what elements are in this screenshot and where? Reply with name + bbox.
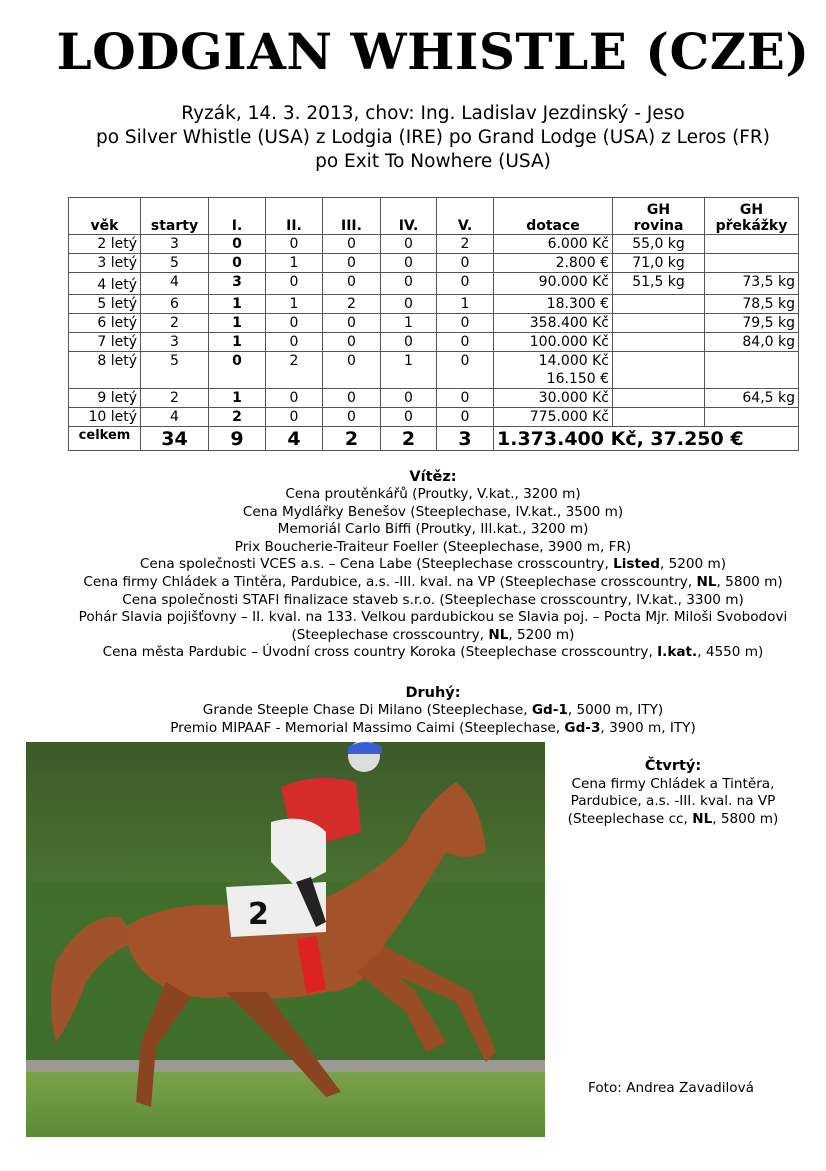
table-cell: 79,5 kg — [705, 314, 799, 333]
table-cell: 2.800 € — [494, 254, 613, 273]
table-cell: 78,5 kg — [705, 295, 799, 314]
race-text: Cena společnosti VCES a.s. – Cena Labe (Steeplechase crosscountry, — [139, 556, 614, 573]
race-text: , 5800 m) — [716, 573, 783, 590]
table-cell — [705, 408, 799, 427]
table-row — [69, 352, 799, 389]
table-cell: 71,0 kg — [613, 254, 705, 273]
total-cell: 2 — [323, 427, 381, 451]
table-cell: 1 — [209, 333, 266, 352]
race-text: Cena města Pardubic – Úvodní cross country Koroka (Steeplechase crosscountry, — [102, 644, 658, 661]
column-header: dotace — [494, 198, 613, 235]
table-header-row — [69, 198, 799, 235]
table-cell: 30.000 Kč — [494, 389, 613, 408]
table-cell: 1 — [209, 389, 266, 408]
table-cell: 358.400 Kč — [494, 314, 613, 333]
table-cell: 6.000 Kč — [494, 235, 613, 254]
column-header: III. — [323, 198, 381, 235]
table-cell: 0 — [323, 273, 381, 295]
career-stats-table — [68, 197, 799, 451]
table-cell: 0 — [266, 389, 323, 408]
table-cell — [613, 333, 705, 352]
race-line — [40, 592, 826, 610]
table-cell: 73,5 kg — [705, 273, 799, 295]
table-cell: 6 letý — [69, 314, 141, 333]
table-cell: 0 — [323, 408, 381, 427]
table-cell: 1 — [266, 295, 323, 314]
table-cell: 0 — [381, 254, 437, 273]
race-line — [40, 521, 826, 539]
race-line — [40, 539, 826, 557]
table-row — [69, 408, 799, 427]
table-row — [69, 273, 799, 295]
race-text: Pohár Slavia pojišťovny – II. kval. na 133. Velkou pardubickou se Slavia poj. – Pocta Mjr. Miloši Svobodovi — [78, 609, 788, 626]
pedigree-line: po Silver Whistle (USA) z Lodgia (IRE) po Grand Lodge (USA) z Leros (FR) — [95, 127, 771, 148]
pedigree — [40, 102, 826, 174]
table-cell: 3 — [141, 235, 209, 254]
column-header: věk — [69, 198, 141, 235]
race-text: Cena Mydlářky Benešov (Steeplechase, IV.kat., 3500 m) — [242, 503, 624, 520]
table-cell: 51,5 kg — [613, 273, 705, 295]
race-grade: NL — [488, 626, 509, 643]
column-header: starty — [141, 198, 209, 235]
table-cell: 14.000 Kč 16.150 € — [494, 352, 613, 389]
table-cell: 0 — [381, 295, 437, 314]
race-text: Premio MIPAAF - Memorial Massimo Caimi (Steeplechase, — [170, 719, 565, 736]
race-text: , 5200 m) — [659, 556, 727, 573]
table-cell — [705, 352, 799, 389]
table-cell: 0 — [323, 333, 381, 352]
table-cell: 0 — [323, 314, 381, 333]
race-text: (Steeplechase cc, — [567, 810, 693, 827]
table-cell: 1 — [381, 314, 437, 333]
race-text: , 5000 m, ITY) — [567, 702, 664, 718]
race-grade: Listed — [613, 556, 660, 573]
table-cell: 0 — [437, 408, 494, 427]
table-cell — [613, 295, 705, 314]
table-cell: 0 — [437, 273, 494, 295]
race-text: Cena firmy Chládek a Tintěra, Pardubice, a.s. -III. kval. na VP (Steeplechase crosscountry, — [83, 573, 697, 590]
total-cell: 4 — [266, 427, 323, 451]
table-cell: 0 — [266, 408, 323, 427]
race-text: Memoriál Carlo Biffi (Proutky, III.kat., 3200 m) — [277, 521, 589, 538]
race-line — [40, 702, 826, 720]
table-cell: 1 — [266, 254, 323, 273]
table-cell — [705, 235, 799, 254]
column-header: V. — [437, 198, 494, 235]
table-cell: 90.000 Kč — [494, 273, 613, 295]
table-cell: 7 letý — [69, 333, 141, 352]
race-text: (Steeplechase crosscountry, — [291, 626, 489, 643]
horse-photo — [26, 742, 545, 1137]
table-cell: 0 — [381, 273, 437, 295]
total-cell: 2 — [381, 427, 437, 451]
pedigree-line: Ryzák, 14. 3. 2013, chov: Ing. Ladislav Jezdinský - Jeso — [181, 103, 685, 124]
race-text: Prix Boucherie-Traiteur Foeller (Steeplechase, 3900 m, FR) — [234, 538, 632, 555]
table-row — [69, 235, 799, 254]
table-cell: 0 — [209, 254, 266, 273]
total-cell: 34 — [141, 427, 209, 451]
race-line — [40, 644, 826, 662]
total-row — [69, 427, 799, 451]
table-cell: 84,0 kg — [705, 333, 799, 352]
table-cell: 0 — [437, 254, 494, 273]
table-cell: 0 — [381, 235, 437, 254]
race-grade: I.kat. — [657, 644, 698, 661]
fourth-place-section — [548, 758, 798, 828]
table-cell: 0 — [323, 352, 381, 389]
race-text: Cena proutěnkářů (Proutky, V.kat., 3200 m) — [285, 486, 581, 502]
table-cell: 0 — [266, 273, 323, 295]
fourth-heading: Čtvrtý: — [644, 758, 702, 774]
table-cell — [613, 408, 705, 427]
table-cell: 8 letý — [69, 352, 141, 389]
table-cell: 0 — [209, 235, 266, 254]
table-cell — [705, 254, 799, 273]
race-line — [40, 627, 826, 645]
table-cell: 3 — [141, 333, 209, 352]
race-text: , 3900 m, ITY) — [600, 719, 696, 736]
table-cell: 0 — [323, 254, 381, 273]
table-row — [69, 333, 799, 352]
column-header: IV. — [381, 198, 437, 235]
table-cell: 0 — [266, 333, 323, 352]
table-cell — [613, 314, 705, 333]
total-cell: 1.373.400 Kč, 37.250 € — [494, 427, 799, 451]
table-cell: 2 — [141, 389, 209, 408]
table-cell — [613, 352, 705, 389]
table-cell: 1 — [209, 295, 266, 314]
table-cell: 0 — [437, 352, 494, 389]
total-cell: 9 — [209, 427, 266, 451]
total-cell: 3 — [437, 427, 494, 451]
table-cell: 0 — [381, 408, 437, 427]
second-place-section — [40, 684, 826, 737]
race-line — [40, 609, 826, 627]
race-line — [548, 776, 798, 794]
table-cell: 0 — [381, 389, 437, 408]
table-cell: 5 letý — [69, 295, 141, 314]
table-cell: 6 — [141, 295, 209, 314]
table-cell: 10 letý — [69, 408, 141, 427]
table-cell: 9 letý — [69, 389, 141, 408]
second-heading: Druhý: — [405, 685, 461, 701]
race-text: Grande Steeple Chase Di Milano (Steeplechase, — [202, 702, 532, 718]
table-cell: 55,0 kg — [613, 235, 705, 254]
table-cell: 1 — [437, 295, 494, 314]
table-cell: 1 — [381, 352, 437, 389]
race-line — [548, 811, 798, 829]
table-cell: 2 — [437, 235, 494, 254]
table-cell: 2 — [141, 314, 209, 333]
table-cell: 4 — [141, 273, 209, 295]
table-cell: 0 — [209, 352, 266, 389]
table-cell: 4 letý — [69, 273, 141, 295]
table-cell: 0 — [266, 314, 323, 333]
table-cell: 0 — [381, 333, 437, 352]
table-cell: 2 — [266, 352, 323, 389]
table-row — [69, 295, 799, 314]
pedigree-line: po Exit To Nowhere (USA) — [315, 151, 551, 172]
column-header: GH překážky — [705, 198, 799, 235]
race-text: Cena firmy Chládek a Tintěra, — [571, 775, 775, 792]
photo-credit: Foto: Andrea Zavadilová — [588, 1080, 754, 1096]
table-row — [69, 254, 799, 273]
column-header: I. — [209, 198, 266, 235]
table-cell: 64,5 kg — [705, 389, 799, 408]
table-cell: 0 — [323, 389, 381, 408]
horse-name-title: LODGIAN WHISTLE (CZE) — [56, 22, 810, 81]
column-header: GH rovina — [613, 198, 705, 235]
race-line — [40, 720, 826, 738]
table-cell: 1 — [209, 314, 266, 333]
table-cell: 4 — [141, 408, 209, 427]
table-cell: 0 — [437, 333, 494, 352]
table-cell: 18.300 € — [494, 295, 613, 314]
table-cell: 2 — [323, 295, 381, 314]
column-header: II. — [266, 198, 323, 235]
race-text: , 5200 m) — [508, 626, 575, 643]
table-cell: 775.000 Kč — [494, 408, 613, 427]
race-line — [40, 504, 826, 522]
race-text: Pardubice, a.s. -III. kval. na VP — [570, 793, 776, 810]
race-text: , 4550 m) — [697, 644, 764, 661]
table-row — [69, 389, 799, 408]
race-grade: NL — [696, 573, 717, 590]
table-row — [69, 314, 799, 333]
winner-heading: Vítěz: — [409, 469, 457, 485]
race-text: , 5800 m) — [712, 810, 779, 827]
race-grade: Gd-1 — [531, 702, 568, 718]
table-cell: 0 — [437, 389, 494, 408]
table-cell: 3 — [209, 273, 266, 295]
table-cell: 0 — [323, 235, 381, 254]
saddle-number: 2 — [248, 897, 269, 932]
table-cell: 5 — [141, 254, 209, 273]
table-cell: 2 letý — [69, 235, 141, 254]
table-cell: 5 — [141, 352, 209, 389]
race-grade: NL — [692, 810, 713, 827]
table-cell: 2 — [209, 408, 266, 427]
table-cell: 0 — [437, 314, 494, 333]
race-line — [548, 793, 798, 811]
race-line — [40, 486, 826, 504]
table-cell: 3 letý — [69, 254, 141, 273]
winner-section — [40, 468, 826, 662]
race-grade: Gd-3 — [564, 719, 601, 736]
race-line — [40, 556, 826, 574]
table-cell: 0 — [266, 235, 323, 254]
table-cell: 100.000 Kč — [494, 333, 613, 352]
table-cell — [613, 389, 705, 408]
race-line — [40, 574, 826, 592]
race-text: Cena společnosti STAFI finalizace staveb s.r.o. (Steeplechase crosscountry, IV.kat., 3300 m) — [122, 591, 744, 608]
total-cell: celkem — [69, 427, 141, 451]
